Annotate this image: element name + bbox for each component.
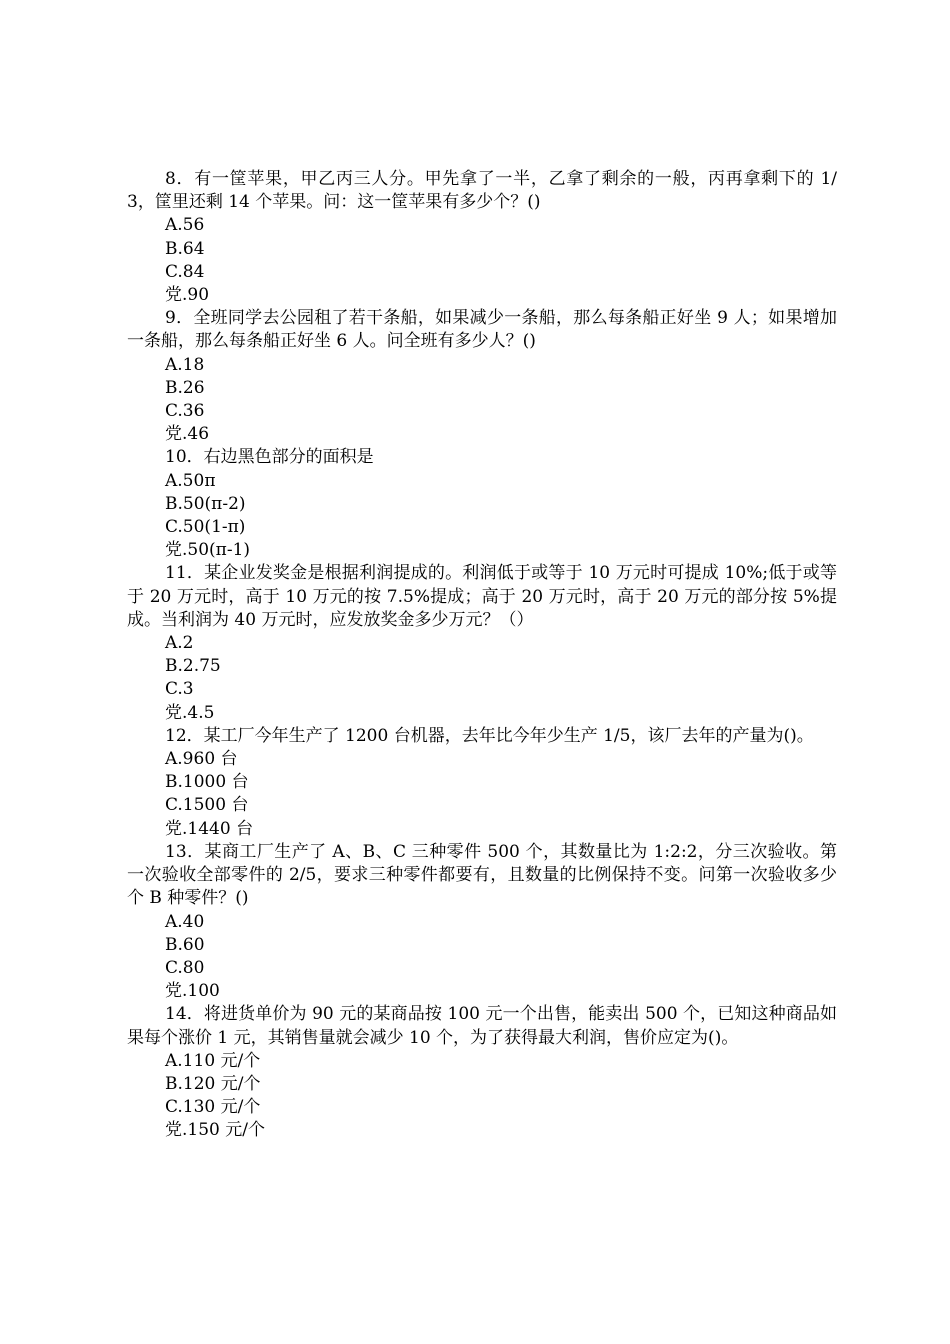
option-d: 党.4.5 [165,702,215,723]
question-stem: 11．某企业发奖金是根据利润提成的。利润低于或等于 10 万元时可提成 10%;低于或等于 20 万元时，高于 10 万元的按 7.5%提成；高于 20 万元时，高于 20 万元的部分按 5%提成。当利润为 40 万元时，应发放奖金多少万元？（） [127,563,837,630]
option-c: C.36 [165,401,205,422]
option-d: 党.46 [165,424,210,445]
option-b: B.2.75 [165,656,221,677]
option-d: 党.90 [165,285,210,306]
option-a: A.110 元/个 [165,1050,261,1071]
option-b: B.1000 台 [165,772,249,793]
question-12 [127,725,837,841]
question-11 [127,562,837,724]
question-stem: 13．某商工厂生产了 A、B、C 三种零件 500 个，其数量比为 1:2:2，分三次验收。第一次验收全部零件的 2/5，要求三种零件都要有，且数量的比例保持不变。问第一次验收多少个 B 种零件？() [127,841,837,909]
option-a: A.40 [165,911,205,932]
option-b: B.50(π-2) [165,493,246,514]
option-a: A.50π [165,470,216,491]
option-a: A.18 [165,354,205,375]
option-c: C.84 [165,261,205,282]
question-10 [127,446,837,562]
option-b: B.120 元/个 [165,1073,261,1094]
option-c: C.50(1-π) [165,517,246,538]
option-b: B.60 [165,934,205,955]
option-d: 党.50(π-1) [165,540,251,561]
option-c: C.1500 台 [165,795,249,816]
question-stem: 8．有一筐苹果，甲乙丙三人分。甲先拿了一半，乙拿了剩余的一般，丙再拿剩下的 1/3，筐里还剩 14 个苹果。问：这一筐苹果有多少个？() [127,169,837,213]
question-stem: 12．某工厂今年生产了 1200 台机器，去年比今年少生产 1/5，该厂去年的产量为()。 [165,725,814,746]
option-d: 党.150 元/个 [165,1120,265,1141]
option-b: B.26 [165,377,205,398]
option-c: C.80 [165,957,205,978]
question-14 [127,1003,837,1142]
option-b: B.64 [165,238,205,259]
option-a: A.960 台 [165,749,238,770]
option-c: C.3 [165,679,194,700]
question-stem: 14．将进货单价为 90 元的某商品按 100 元一个出售，能卖出 500 个，已知这种商品如果每个涨价 1 元，其销售量就会减少 10 个，为了获得最大利润，售价应定为()。 [127,1004,837,1048]
option-c: C.130 元/个 [165,1097,261,1118]
question-13 [127,841,837,1003]
option-a: A.2 [165,633,194,654]
question-list [127,168,837,1143]
option-d: 党.1440 台 [165,818,254,839]
option-a: A.56 [165,215,205,236]
question-9 [127,307,837,446]
question-stem: 9．全班同学去公园租了若干条船，如果减少一条船，那么每条船正好坐 9 人；如果增加一条船，那么每条船正好坐 6 人。问全班有多少人？() [127,308,837,352]
option-d: 党.100 [165,981,220,1002]
question-stem: 10．右边黑色部分的面积是 [165,447,374,468]
question-8 [127,168,837,307]
